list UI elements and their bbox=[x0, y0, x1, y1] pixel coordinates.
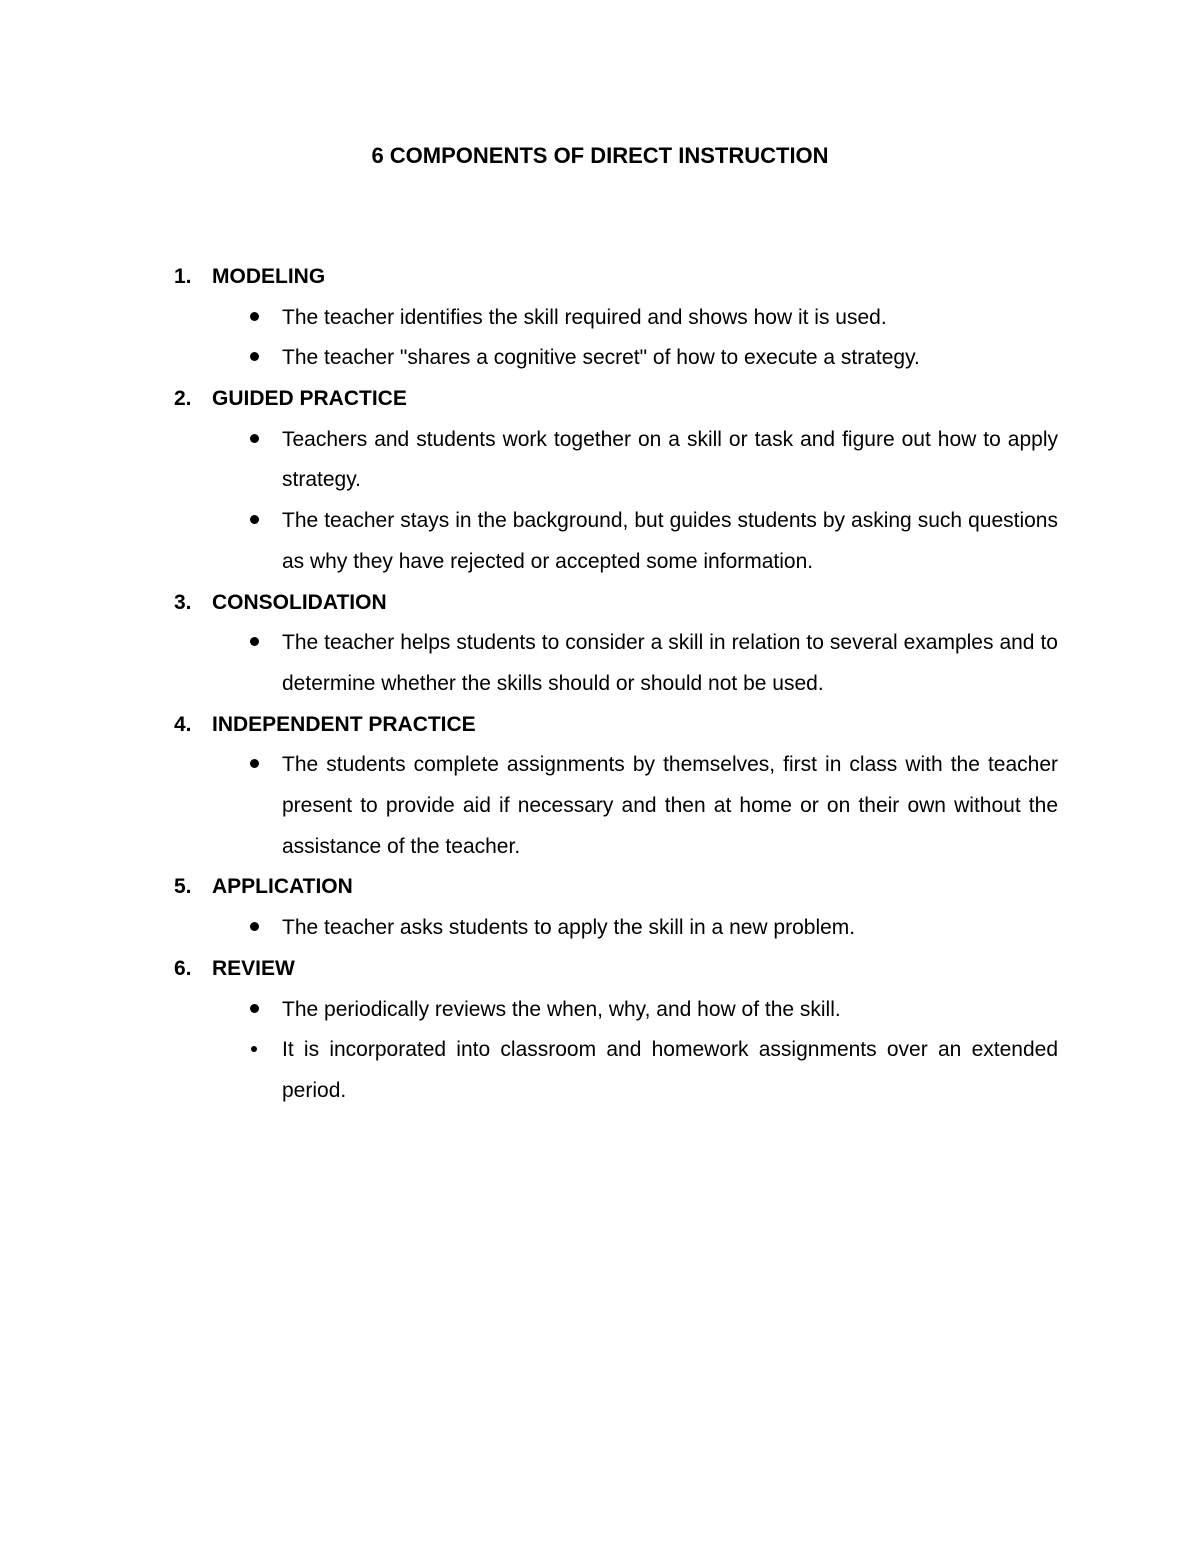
section-heading bbox=[174, 583, 1058, 624]
list-item bbox=[282, 908, 1058, 949]
section-title: REVIEW bbox=[212, 956, 295, 980]
bullet-text: The teacher asks students to apply the skill in a new problem. bbox=[282, 916, 856, 940]
section-heading bbox=[174, 867, 1058, 908]
bullet-icon bbox=[250, 312, 259, 321]
bullet-text: The teacher "shares a cognitive secret" of how to execute a strategy. bbox=[282, 346, 920, 370]
section-number: 2. bbox=[174, 387, 192, 411]
list-item bbox=[282, 745, 1058, 867]
list-item bbox=[282, 990, 1058, 1031]
section-title: APPLICATION bbox=[212, 875, 353, 899]
bullet-icon bbox=[251, 1046, 257, 1052]
bullet-list bbox=[174, 420, 1058, 583]
bullet-text: The teacher stays in the background, but guides students by asking such questions as why they have rejected or accepted some information. bbox=[282, 509, 1058, 573]
bullet-text: Teachers and students work together on a skill or task and figure out how to apply strategy. bbox=[282, 427, 1058, 492]
bullet-list bbox=[174, 298, 1058, 379]
bullet-text: The teacher identifies the skill required and shows how it is used. bbox=[282, 305, 887, 329]
list-item bbox=[282, 420, 1058, 501]
bullet-list bbox=[174, 623, 1058, 704]
list-item bbox=[282, 338, 1058, 379]
document-title: 6 COMPONENTS OF DIRECT INSTRUCTION bbox=[371, 143, 829, 168]
bullet-icon bbox=[250, 352, 259, 361]
list-item bbox=[282, 501, 1058, 582]
section-number: 5. bbox=[174, 875, 192, 899]
bullet-icon bbox=[250, 1004, 259, 1013]
bullet-list bbox=[174, 745, 1058, 867]
components-list bbox=[174, 257, 1058, 1112]
list-item bbox=[282, 298, 1058, 339]
bullet-icon bbox=[250, 759, 259, 768]
section-independent-practice bbox=[174, 705, 1058, 868]
section-title: INDEPENDENT PRACTICE bbox=[212, 712, 476, 736]
bullet-icon bbox=[250, 434, 259, 443]
bullet-icon bbox=[250, 515, 259, 524]
section-number: 6. bbox=[174, 956, 192, 980]
section-heading bbox=[174, 257, 1058, 298]
section-title: CONSOLIDATION bbox=[212, 590, 387, 614]
section-number: 4. bbox=[174, 712, 192, 736]
section-title: GUIDED PRACTICE bbox=[212, 387, 407, 411]
bullet-text: It is incorporated into classroom and homework assignments over an extended period. bbox=[282, 1038, 1058, 1102]
section-modeling bbox=[174, 257, 1058, 379]
section-title: MODELING bbox=[212, 265, 326, 288]
section-consolidation bbox=[174, 583, 1058, 705]
section-number: 3. bbox=[174, 590, 192, 614]
section-number: 1. bbox=[174, 265, 192, 288]
section-heading bbox=[174, 949, 1058, 990]
bullet-list bbox=[174, 908, 1058, 949]
list-item bbox=[282, 1030, 1058, 1111]
bullet-text: The teacher helps students to consider a skill in relation to several examples and to determine whether the skills should or should not be used. bbox=[282, 631, 1058, 695]
section-guided-practice bbox=[174, 379, 1058, 583]
section-review bbox=[174, 949, 1058, 1112]
bullet-text: The periodically reviews the when, why, and how of the skill. bbox=[282, 997, 841, 1021]
section-heading bbox=[174, 705, 1058, 746]
bullet-text: The students complete assignments by themselves, first in class with the teacher present to provide aid if necessary and then at home or on their own without the assistance of the teacher. bbox=[282, 753, 1058, 858]
section-heading bbox=[174, 379, 1058, 420]
bullet-icon bbox=[250, 637, 259, 646]
section-application bbox=[174, 867, 1058, 948]
bullet-icon bbox=[250, 922, 259, 931]
list-item bbox=[282, 623, 1058, 704]
bullet-list bbox=[174, 990, 1058, 1112]
